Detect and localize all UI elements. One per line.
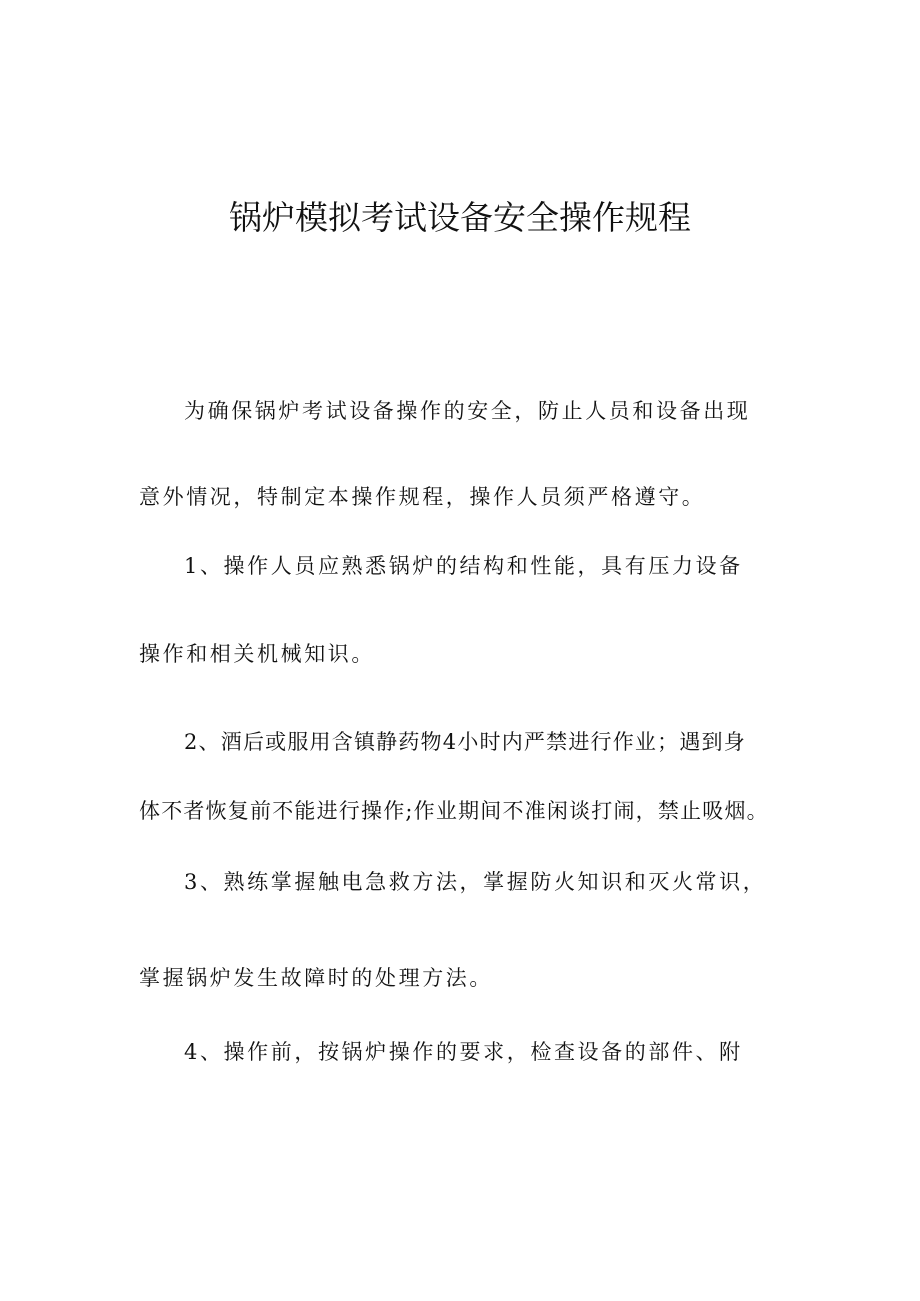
paragraph-line: 掌握锅炉发生故障时的处理方法。 — [139, 966, 493, 990]
paragraph-line: 2、酒后或服用含镇静药物4小时内严禁进行作业；遇到身 — [184, 730, 746, 754]
paragraph-line: 体不者恢复前不能进行操作;作业期间不准闲谈打闹，禁止吸烟。 — [139, 799, 769, 823]
paragraph-line: 意外情况，特制定本操作规程，操作人员须严格遵守。 — [139, 485, 706, 509]
paragraph-line: 为确保锅炉考试设备操作的安全，防止人员和设备出现 — [184, 399, 751, 423]
paragraph-line: 1、操作人员应熟悉锅炉的结构和性能，具有压力设备 — [184, 554, 743, 578]
paragraph-line: 4、操作前，按锅炉操作的要求，检查设备的部件、附 — [184, 1040, 743, 1064]
paragraph-line: 3、熟练掌握触电急救方法，掌握防火知识和灭火常识， — [184, 870, 767, 894]
document-title: 锅炉模拟考试设备安全操作规程 — [229, 198, 691, 237]
paragraph-line: 操作和相关机械知识。 — [139, 642, 375, 666]
